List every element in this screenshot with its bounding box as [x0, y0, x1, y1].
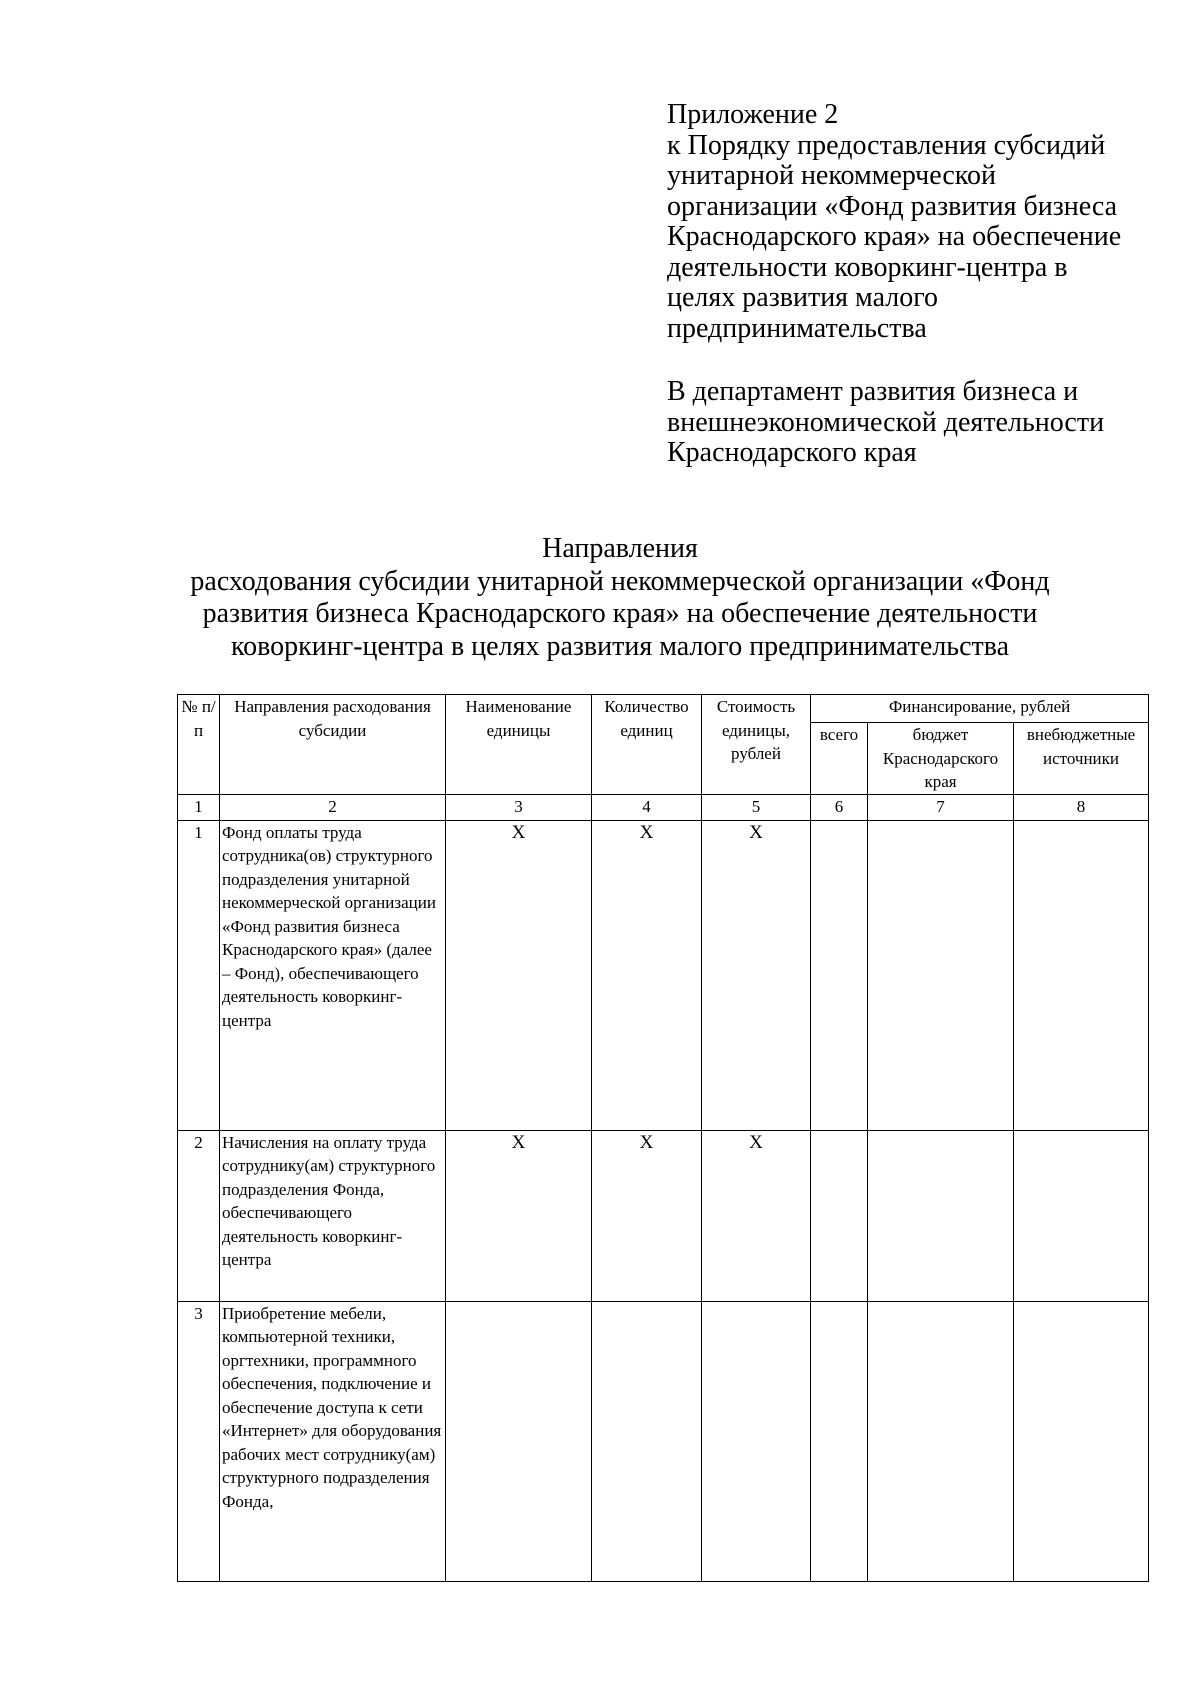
- row-unit-name: [446, 1301, 592, 1581]
- row-direction: Приобретение мебели, компьютерной техники, оргтехники, программного обеспечения, подключение и обеспечение доступа к сети «Интернет» для оборудования рабочих мест сотруднику(ам) структурного подразделения Фонда,: [220, 1301, 446, 1581]
- expense-table: [177, 694, 1149, 1582]
- annex-block: [667, 100, 1167, 469]
- header-budget: бюджет Краснодарского края: [868, 723, 1014, 795]
- col-number: 3: [446, 794, 592, 820]
- row-total: [811, 820, 868, 1130]
- title-line: расходования субсидии унитарной некоммерческой организации «Фонд: [190, 565, 1050, 597]
- row-direction: Начисления на оплату труда сотруднику(ам) структурного подразделения Фонда, обеспечивающего деятельность коворкинг-центра: [220, 1130, 446, 1301]
- header-row: [178, 695, 1149, 723]
- row-budget: [868, 1301, 1014, 1581]
- row-num: 3: [178, 1301, 220, 1581]
- row-unit-name: X: [446, 1130, 592, 1301]
- table-row: [178, 1301, 1149, 1581]
- annex-line: целях развития малого: [667, 282, 939, 313]
- column-number-row: [178, 794, 1149, 820]
- row-unit-cost: [702, 1301, 811, 1581]
- header-direction: Направления расходования субсидии: [220, 695, 446, 795]
- header-quantity: Количество единиц: [592, 695, 702, 795]
- row-quantity: X: [592, 1130, 702, 1301]
- annex-gap: [667, 344, 1167, 377]
- annex-line: Краснодарского края» на обеспечение: [667, 221, 1122, 252]
- recipient-line: Краснодарского края: [667, 437, 917, 468]
- row-unit-cost: X: [702, 820, 811, 1130]
- col-number: 8: [1014, 794, 1149, 820]
- header-financing: Финансирование, рублей: [811, 695, 1149, 723]
- recipient-line: внешнеэкономической деятельности: [667, 406, 1105, 438]
- row-unit-name: X: [446, 820, 592, 1130]
- row-direction: Фонд оплаты труда сотрудника(ов) структурного подразделения унитарной некоммерческой организации «Фонд развития бизнеса Краснодарского края» (далее – Фонд), обеспечивающего деятельность коворкинг-центра: [220, 820, 446, 1130]
- recipient-line: В департамент развития бизнеса и: [667, 376, 1079, 407]
- row-total: [811, 1301, 868, 1581]
- header-unit-name: Наименование единицы: [446, 695, 592, 795]
- header-total: всего: [811, 723, 868, 795]
- row-quantity: [592, 1301, 702, 1581]
- row-budget: [868, 820, 1014, 1130]
- row-quantity: X: [592, 820, 702, 1130]
- row-extra: [1014, 820, 1149, 1130]
- col-number: 6: [811, 794, 868, 820]
- title-line: коворкинг-центра в целях развития малого предпринимательства: [230, 630, 1010, 662]
- title-line: развития бизнеса Краснодарского края» на обеспечение деятельности: [202, 598, 1038, 629]
- annex-line: к Порядку предоставления субсидий: [667, 129, 1106, 161]
- col-number: 2: [220, 794, 446, 820]
- annex-line: предпринимательства: [667, 312, 927, 344]
- row-unit-cost: X: [702, 1130, 811, 1301]
- header-unit-cost: Стоимость единицы, рублей: [702, 695, 811, 795]
- annex-line: деятельности коворкинг-центра в: [667, 251, 1068, 283]
- col-number: 5: [702, 794, 811, 820]
- row-num: 1: [178, 820, 220, 1130]
- col-number: 4: [592, 794, 702, 820]
- header-extra: внебюджетные источники: [1014, 723, 1149, 795]
- header-num: № п/п: [178, 695, 220, 795]
- document-title: [180, 533, 1060, 663]
- col-number: 1: [178, 794, 220, 820]
- row-budget: [868, 1130, 1014, 1301]
- annex-line: унитарной некоммерческой: [667, 160, 996, 191]
- col-number: 7: [868, 794, 1014, 820]
- row-extra: [1014, 1130, 1149, 1301]
- table-row: [178, 1130, 1149, 1301]
- annex-line: организации «Фонд развития бизнеса: [667, 190, 1118, 222]
- table-row: [178, 820, 1149, 1130]
- row-num: 2: [178, 1130, 220, 1301]
- row-total: [811, 1130, 868, 1301]
- title-heading: Направления: [542, 533, 698, 564]
- row-extra: [1014, 1301, 1149, 1581]
- annex-line: Приложение 2: [667, 99, 839, 130]
